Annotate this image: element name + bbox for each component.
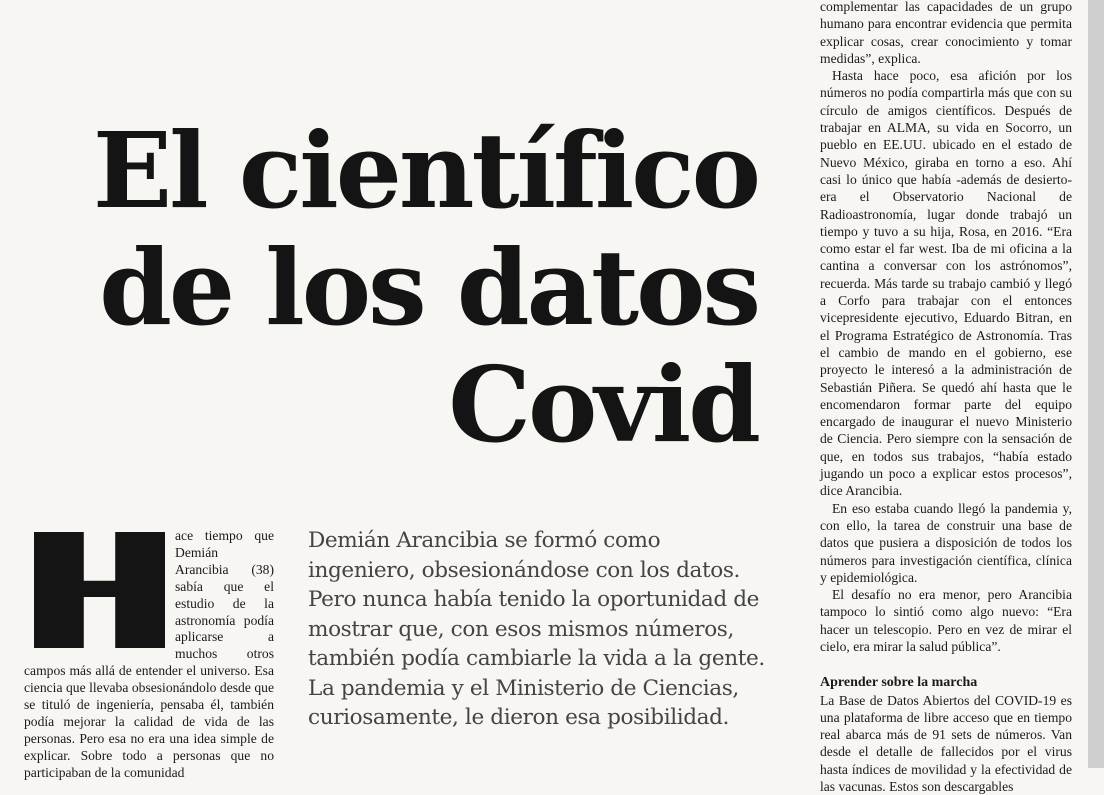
lead-line: curiosamente, le dieron esa posibilidad. [308,705,730,730]
lead-line: también podía cambiarle la vida a la gente. [308,646,765,671]
headline-line-3: Covid [448,342,758,466]
body-paragraph: complementar las capacidades de un grupo humano para encontrar evidencia que permita explicar cosas, crear conocimiento y tomar medidas”, explica. [820,0,1072,66]
page-edge [1088,0,1104,768]
body-paragraph: En eso estaba cuando llegó la pandemia y, con ello, la tarea de construir una base de datos que pusiera a disposición de todos los números para investigación científica, clínica y epidemiológica. [820,500,1072,585]
lead-line: ingeniero, obsesionándose con los datos. [308,557,741,583]
lead-line: Pero nunca había tenido la oportunidad de [308,587,760,612]
headline-line-2: de los datos [99,225,758,349]
article-right-column [820,0,1072,795]
subheading: Aprender sobre la marcha [820,675,978,691]
lead-line: mostrar que, con esos mismos números, [308,616,734,642]
lead-paragraph [308,526,770,733]
body-paragraph: Hasta hace poco, esa afición por los números no podía compartirla más que con su círculo de amigos científicos. Después de trabajar en ALMA, su vida en Socorro, un pueblo en EE.UU. ubicado en el estado de Nuevo México, giraba en torno a eso. Ahí casi lo único que había -además de desierto- era el Observatorio Nacional de Radioastronomía, lugar donde trabajó un tiempo y tuvo a su hija, Rosa, en 2016. “Era como estar el far west. Iba de mi oficina a la cantina a conversar con los astrónomos”, recuerda. Más tarde su trabajo cambió y llegó a Corfo para trabajar con el entonces vicepresidente ejecutivo, Eduardo Bitran, en el Programa Estratégico de Astronomía. Tras el cambio de mando en el gobierno, ese proyecto le interesó a la administración de Sebastián Piñera. Se quedó ahí hasta que le encomendaron formar parte del equipo encargado de inaugurar el nuevo Ministerio de Ciencia. Pero siempre con la sensación de que, en todos sus trabajos, “había estado jugando un poco a explicar estos procesos”, dice Arancibia. [820,68,1072,499]
lead-line: La pandemia y el Ministerio de Ciencias, [308,675,739,701]
article-left-column [24,528,274,782]
lead-line: Demián Arancibia se formó como [308,528,661,553]
left-column-text: ace tiempo que Demián Arancibia (38) sabía que el estudio de la astronomía podía aplicarse a muchos otros campos más allá de entender el universo. Esa ciencia que llevaba obsesionándolo desde que se tituló de ingeniería, pensaba él, también podía mejorar la calidad de vida de las personas. Pero esa no era una idea simple de explicar. Sobre todo a personas que no participaban de la comunidad [24,528,274,780]
headline [78,108,758,466]
body-paragraph: La Base de Datos Abiertos del COVID-19 es una plataforma de libre acceso que en tiempo real abarca más de 91 sets de números. Van desde el detalle de fallecidos por el virus hasta índices de movilidad y la efectividad de las vacunas. Estos son descargables [820,692,1072,795]
body-paragraph: El desafío no era menor, pero Arancibia tampoco lo sintió como algo nuevo: “Era hacer un telescopio. Pero en vez de mirar el cielo, era mirar la salud pública”. [820,587,1072,654]
headline-line-1: El científico [92,108,758,232]
